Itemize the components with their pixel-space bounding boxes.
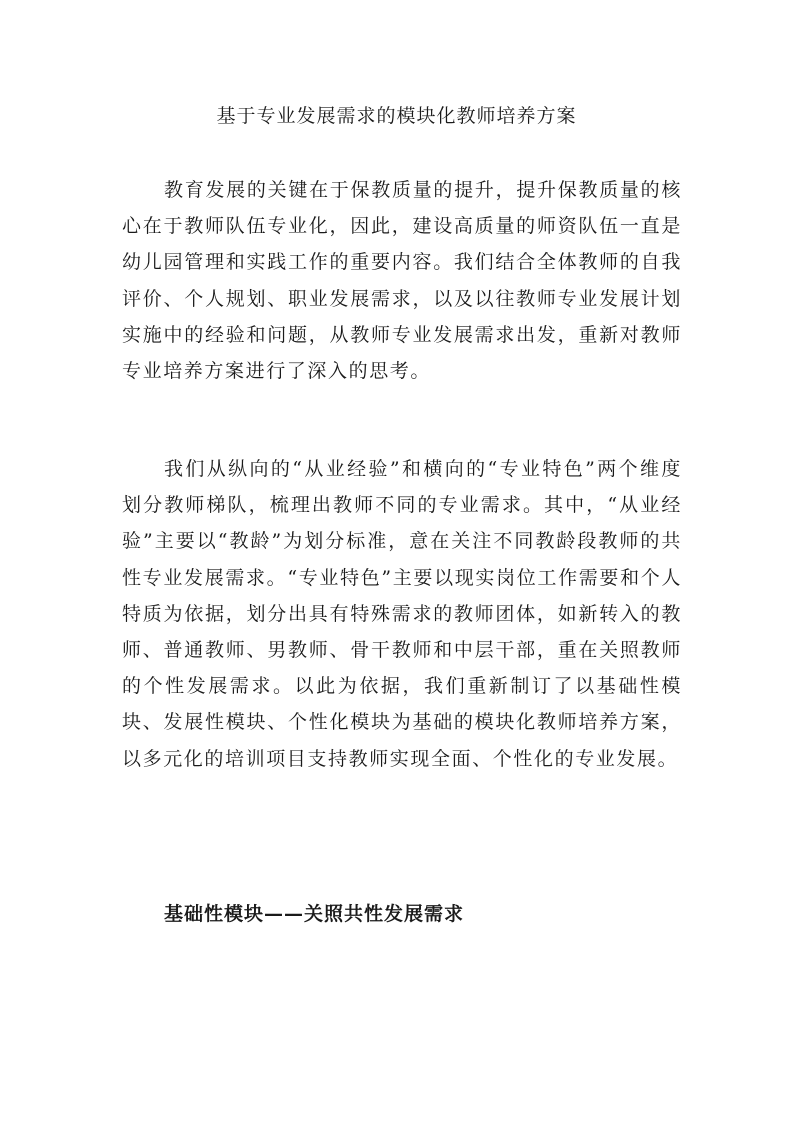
body-paragraph-2: 我们从纵向的“从业经验”和横向的“专业特色”两个维度划分教师梯队，梳理出教师不同的专业需求。其中，“从业经验”主要以“教龄”为划分标准，意在关注不同教龄段教师的共性专业发展需求。“专业特色”主要以现实岗位工作需要和个人特质为依据，划分出具有特殊需求的教师团体，如新转入的教师、普通教师、男教师、骨干教师和中层干部，重在关照教师的个性发展需求。以此为依据，我们重新制订了以基础性模块、发展性模块、个性化模块为基础的模块化教师培养方案，以多元化的培训项目支持教师实现全面、个性化的专业发展。 <box>122 458 682 770</box>
document-title: 基于专业发展需求的模块化教师培养方案 <box>216 105 577 127</box>
section-heading: 基础性模块——关照共性发展需求 <box>164 903 465 925</box>
body-paragraph-1: 教育发展的关键在于保教质量的提升，提升保教质量的核心在于教师队伍专业化，因此，建设高质量的师资队伍一直是幼儿园管理和实践工作的重要内容。我们结合全体教师的自我评价、个人规划、职业发展需求，以及以往教师专业发展计划实施中的经验和问题，从教师专业发展需求出发，重新对教师专业培养方案进行了深入的思考。 <box>122 179 682 383</box>
